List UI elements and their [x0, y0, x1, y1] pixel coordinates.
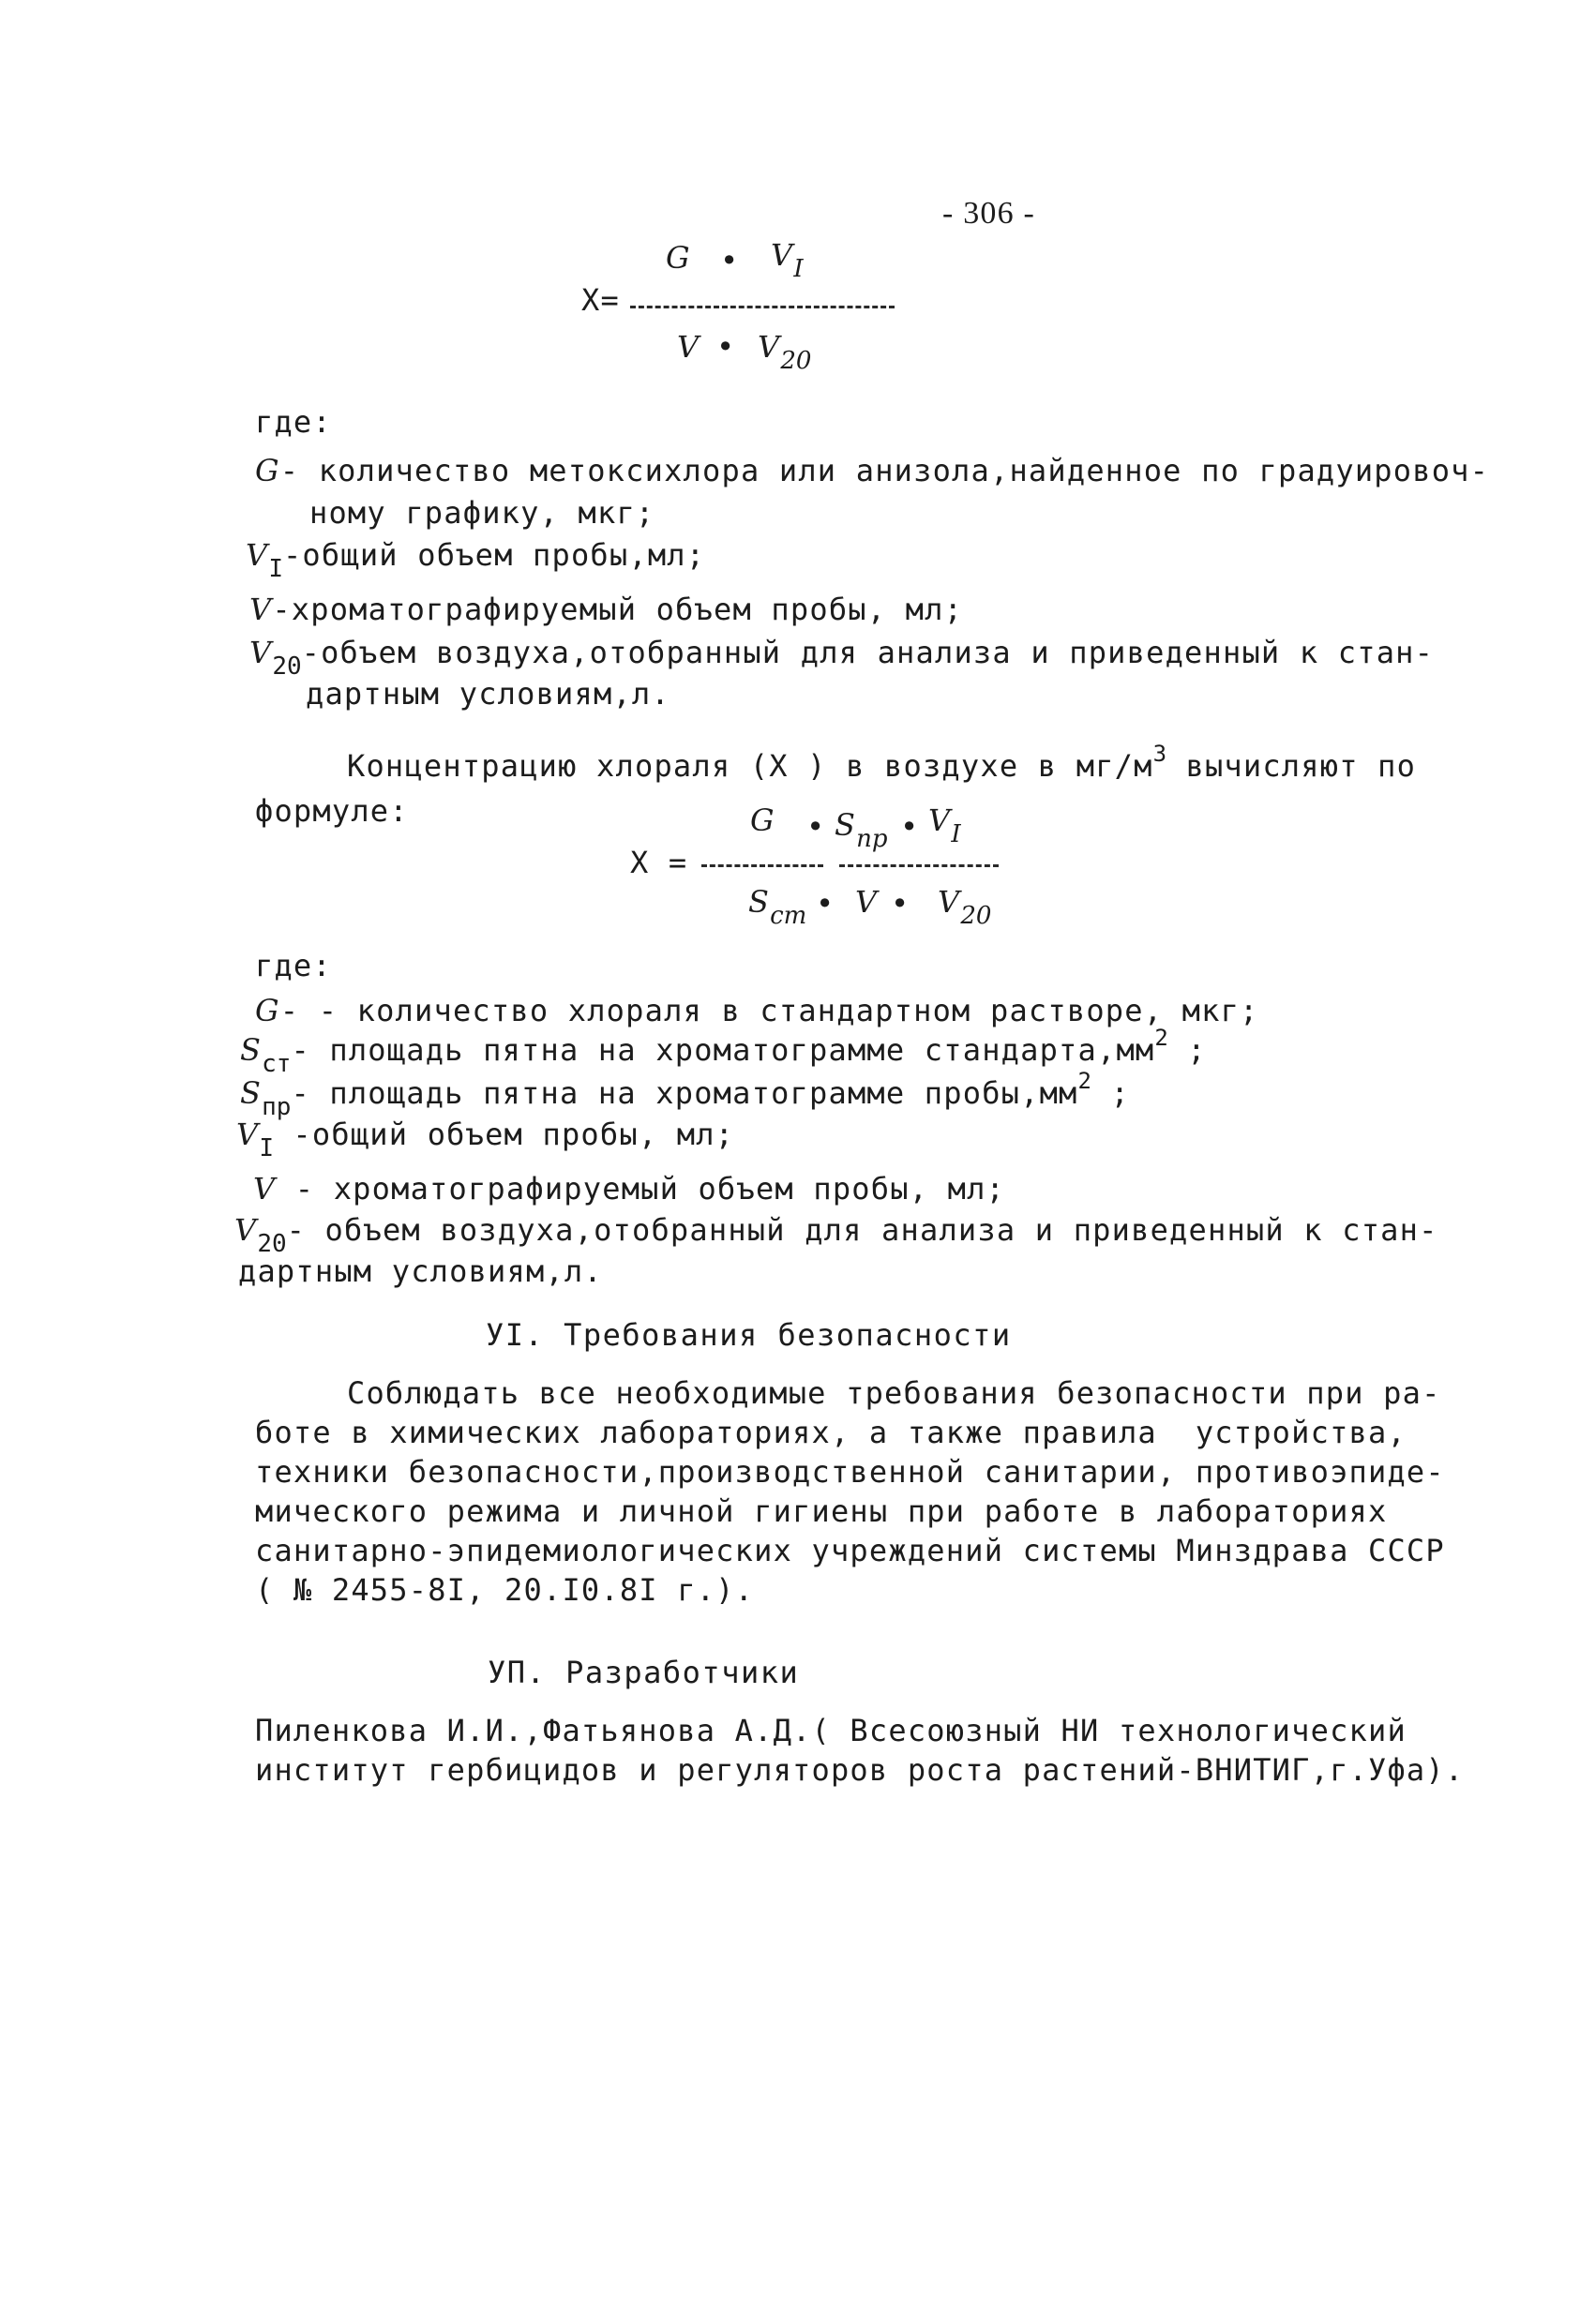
formula-1-den-dot: • — [716, 329, 736, 365]
where1-item-2: V-хроматографируемый объем пробы, мл; — [249, 592, 964, 627]
section-6-line: техники безопасности,производственной санитарии, противоэпиде- — [255, 1454, 1445, 1490]
where1-item-1: $V_I$-общий объем пробы,мл; — [246, 537, 706, 583]
fraction-bar — [630, 306, 895, 308]
section-7-heading: УП. Разработчики — [488, 1655, 800, 1690]
where2-item-5: $V_{20}-$ объем воздуха,отобранный для анализа и приведенный к стан- — [234, 1212, 1438, 1258]
formula-2-den-c: $V_{20}$ — [938, 884, 992, 930]
formula-2-lhs: X = — [630, 845, 688, 880]
where2-item-2: $S_{пр}-$ площадь пятна на хроматограмме $пробы,мм^2$ ; — [240, 1068, 1130, 1121]
section-6-line: боте в химических лабораториях, а также правила устройства, — [255, 1415, 1407, 1450]
formula-1-num-dot: • — [720, 243, 740, 278]
where2-item-3: $V_I$ -общий объем пробы, мл; — [236, 1117, 735, 1162]
page-number: - 306 - — [942, 196, 1036, 231]
where-label-2: где: — [255, 948, 332, 983]
where2-item-5-cont: дартным условиям,л. — [238, 1253, 603, 1289]
formula-1-num-a: G — [666, 240, 691, 276]
where2-item-1: $S_{ст}-$ площадь пятна на хроматограмме $стандарта,мм^2$ ; — [240, 1025, 1207, 1078]
formula-1-den-a: V — [677, 329, 700, 365]
formula-2-num-b: $S_{пр}$ — [835, 807, 888, 853]
formula-2-den-a: $S_{ст}$ — [748, 884, 807, 930]
where1-item-0-cont: ному графику, мкг; — [309, 495, 655, 531]
chloral-intro-line1: Концентрацию хлораля (X ) в воздухе в $мг/м^3$ вычисляют по — [347, 741, 1417, 784]
section-6-line: ( № 2455-8I, 20.I0.8I г.). — [255, 1572, 755, 1608]
where1-item-3: $V_{20}$-объем воздуха,отобранный для анализа и приведенный к стан- — [249, 635, 1435, 681]
section-7-line: институт гербицидов и регуляторов роста растений-ВНИТИГ,г.Уфа). — [255, 1752, 1465, 1788]
section-6-line: Соблюдать все необходимые требования безопасности при ра- — [347, 1375, 1441, 1411]
where2-item-0: G- - количество хлораля в стандартном растворе, мкг; — [255, 993, 1259, 1028]
where2-item-4: V - хроматографируемый объем пробы, мл; — [253, 1171, 1006, 1207]
formula-2-den-dot-1: • — [816, 886, 835, 922]
formula-1-den-b: $V_{20}$ — [758, 329, 812, 375]
formula-1-num-b: $V_I$ — [771, 237, 804, 283]
formula-2-den-b: V — [855, 884, 879, 920]
formula-2-num-dot-1: • — [806, 809, 826, 845]
where1-item-3-cont: дартным условиям,л. — [306, 676, 670, 712]
formula-2-num-a: G — [750, 802, 775, 838]
where1-item-0: G- количество метоксихлора или анизола,найденное по градуировоч- — [255, 453, 1490, 488]
formula-1-lhs: X= — [581, 282, 620, 318]
chloral-intro-line2: формуле: — [255, 793, 409, 829]
fraction-bar-right — [839, 864, 999, 867]
section-7-line: Пиленкова И.И.,Фатьянова А.Д.( Всесоюзный НИ технологический — [255, 1713, 1407, 1748]
formula-2-num-c: $V_I$ — [928, 802, 961, 848]
section-6-heading: УI. Требования безопасности — [486, 1317, 1012, 1353]
where-label-1: где: — [255, 404, 332, 440]
formula-2-den-dot-2: • — [891, 886, 910, 922]
formula-2-num-dot-2: • — [900, 809, 920, 845]
section-6-line: санитарно-эпидемиологических учреждений системы Минздрава СССР — [255, 1533, 1445, 1568]
fraction-bar-left — [701, 864, 823, 867]
section-6-line: мического режима и личной гигиены при работе в лабораториях — [255, 1493, 1388, 1529]
